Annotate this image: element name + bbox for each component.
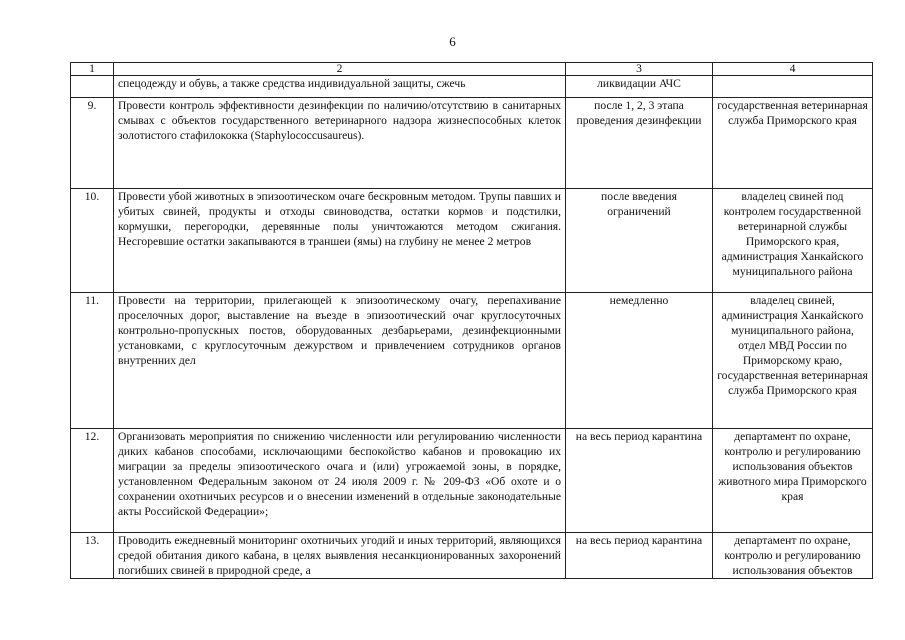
row-responsible: владелец свиней, администрация Ханкайского муниципального района, отдел МВД России по Приморскому краю, государственная ветеринарная служба Приморского края [713, 293, 873, 429]
row-responsible: департамент по охране, контролю и регулированию использования объектов животного мира Приморского края [713, 429, 873, 533]
table-row [71, 189, 873, 293]
row-number: 13. [71, 533, 114, 579]
row-responsible: департамент по охране, контролю и регулированию использования объектов [713, 533, 873, 579]
row-term: немедленно [566, 293, 713, 429]
column-header: 4 [713, 63, 873, 76]
row-responsible: владелец свиней под контролем государственной ветеринарной службы Приморского края, администрация Ханкайского муниципального района [713, 189, 873, 293]
column-header: 3 [566, 63, 713, 76]
column-header: 1 [71, 63, 114, 76]
table-row [71, 293, 873, 429]
row-term: после 1, 2, 3 этапа проведения дезинфекции [566, 98, 713, 189]
row-number: 10. [71, 189, 114, 293]
row-action: Проводить ежедневный мониторинг охотничьих угодий и иных территорий, являющихся средой обитания дикого кабана, в целях выявления несанкционированных захоронений погибших свиней в природной среде, а [114, 533, 566, 579]
row-term: после введения ограничений [566, 189, 713, 293]
measures-table [70, 62, 873, 579]
row-action: Провести на территории, прилегающей к эпизоотическому очагу, перепахивание проселочных дорог, выставление на въезде в эпизоотический очаг круглосуточных контрольно-пропускных постов, оборудованных дезбарьерами, дезинфекционными установками, с круглосуточным дежурством и привлечением сотрудников органов внутренних дел [114, 293, 566, 429]
table-row [71, 98, 873, 189]
row-number: 11. [71, 293, 114, 429]
row-action: Провести контроль эффективности дезинфекции по наличию/отсутствию в санитарных смывах с объектов государственного ветеринарного надзора жизнеспособных клеток золотистого стафилококка (Staphylococcusaureus). [114, 98, 566, 189]
table-header-row [71, 63, 873, 76]
table-row [71, 533, 873, 579]
row-number: 12. [71, 429, 114, 533]
column-header: 2 [114, 63, 566, 76]
row-responsible: государственная ветеринарная служба Приморского края [713, 98, 873, 189]
row-responsible [713, 76, 873, 98]
row-number: 9. [71, 98, 114, 189]
table-row [71, 76, 873, 98]
row-term: на весь период карантина [566, 533, 713, 579]
table-row [71, 429, 873, 533]
row-action: Провести убой животных в эпизоотическом очаге бескровным методом. Трупы павших и убитых свиней, продукты и отходы свиноводства, остатки кормов и подстилки, кормушки, перегородки, деревянные полы уничтожаются методом сжигания. Несгоревшие остатки закапываются в траншеи (ямы) на глубину не менее 2 метров [114, 189, 566, 293]
row-number [71, 76, 114, 98]
page-number: 6 [449, 34, 456, 49]
row-action: спецодежду и обувь, а также средства индивидуальной защиты, сжечь [114, 76, 566, 98]
row-action: Организовать мероприятия по снижению численности или регулированию численности диких кабанов способами, исключающими беспокойство кабанов и провокацию их миграции за пределы эпизоотического очага и (или) угрожаемой зоны, в порядке, установленном Федеральным законом от 24 июля 2009 г. № 209-ФЗ «Об охоте и о сохранении охотничьих ресурсов и о внесении изменений в отдельные законодательные акты Российской Федерации»; [114, 429, 566, 533]
row-term: ликвидации АЧС [566, 76, 713, 98]
row-term: на весь период карантина [566, 429, 713, 533]
